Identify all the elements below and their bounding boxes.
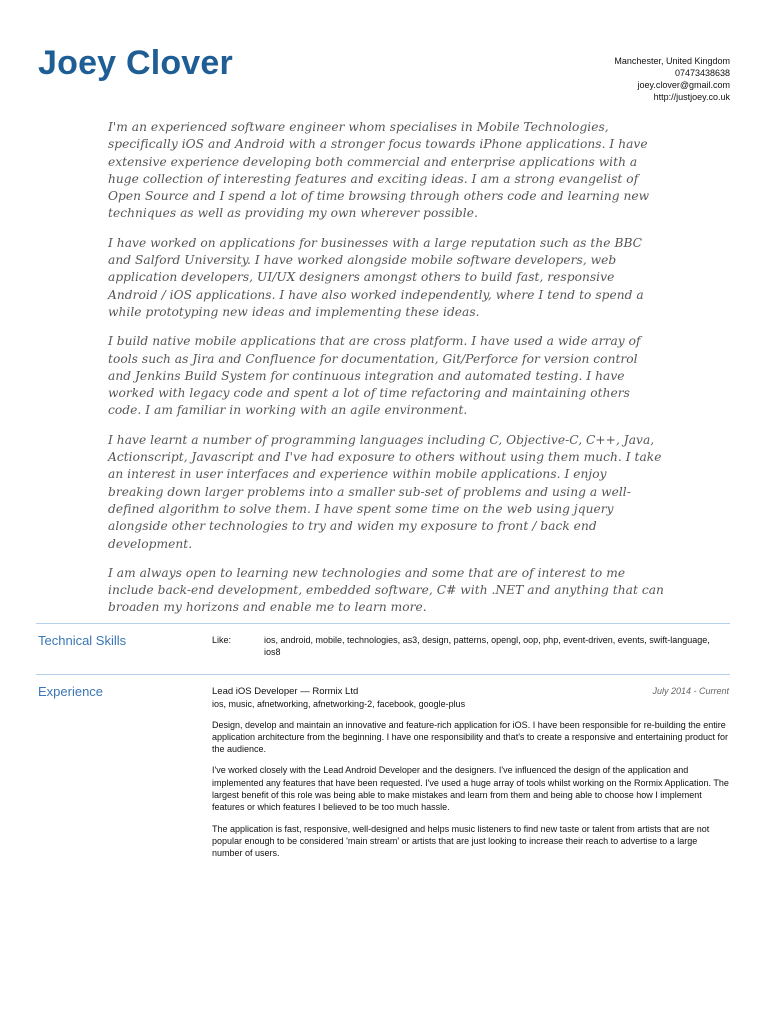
job-tags: ios, music, afnetworking, afnetworking-2, facebook, google-plus: [212, 699, 466, 710]
summary-section: [108, 119, 664, 629]
contact-block: [614, 55, 730, 103]
summary-paragraph: I have worked on applications for businesses with a large reputation such as the BBC and Salford University. I have worked alongside mobile software developers, web application developers, UI/UX designers amongst others to build fast, responsive Android / iOS applications. I have also worked independently, where I tend to spend a while prototyping new ideas and implementing these ideas.: [108, 235, 644, 319]
job-description-paragraph: The application is fast, responsive, well-designed and helps music listeners to find new taste or talent from artists that are not popular enough to be considered 'main stream' or artists that are just looking to increase their reach to advertise to a large number of users.: [212, 823, 710, 859]
summary-paragraph: I'm an experienced software engineer whom specialises in Mobile Technologies, specifically iOS and Android with a stronger focus towards iPhone applications. I have extensive experience developing both commercial and enterprise applications with a huge collection of interesting features and exciting ideas. I am a strong evangelist of Open Source and I spend a lot of time browsing through others code and learning new techniques as well as providing my own wherever possible.: [108, 120, 650, 221]
summary-paragraph: I build native mobile applications that are cross platform. I have used a wide array of tools such as Jira and Confluence for documentation, Git/Perforce for version control and Jenkins Build System for continuous integration and automated testing. I have worked with legacy code and spent a lot of time refactoring and maintaining others code. I am familiar in working with an agile environment.: [108, 334, 641, 418]
contact-email-link[interactable]: joey.clover@gmail.com: [637, 80, 730, 90]
experience-entry: [212, 685, 729, 869]
job-description-paragraph: I've worked closely with the Lead Android Developer and the designers. I've influenced the design of the application and implemented any features that have been requested. I've used a huge array of tools whilst working on the Rormix Application. The largest benefit of this role was being able to make mistakes and learn from them and being able to choose how I implement features or which features I believed to be too much hassle.: [212, 765, 729, 813]
job-description-paragraph: Design, develop and maintain an innovative and feature-rich application for iOS. I have been responsible for re-building the entire application architecture from the beginning. I have one responsibility and that's to create a responsive and entertaining product for the audience.: [212, 719, 729, 755]
summary-paragraph: I have learnt a number of programming languages including C, Objective-C, C++, Java, Actionscript, Javascript and I've had exposure to others without using them much. I take an interest in user interfaces and experience within mobile applications. I enjoy breaking down larger problems into a smaller sub-set of problems and using a well-defined algorithm to solve them. I have spent some time on the web using jquery alongside other technologies to try and widen my exposure to front / back end development.: [108, 432, 662, 551]
contact-phone: 07473438638: [674, 68, 730, 78]
technical-skills-row: [212, 634, 712, 658]
summary-paragraph: I am always open to learning new technologies and some that are of interest to me include back-end development, embedded software, C# with .NET and anything that can broaden my horizons and enable me to learn more.: [108, 565, 664, 615]
section-divider: [36, 623, 730, 624]
technical-skills-heading: Technical Skills: [38, 633, 127, 648]
section-divider: [36, 674, 730, 675]
job-date: July 2014 - Current: [652, 686, 729, 696]
skills-label: Like:: [212, 635, 232, 645]
contact-location: Manchester, United Kingdom: [614, 56, 730, 66]
experience-heading: Experience: [38, 684, 104, 699]
skills-list: ios, android, mobile, technologies, as3, design, patterns, opengl, oop, php, event-driven, events, swift-language, ios8: [264, 635, 710, 657]
candidate-name: Joey Clover: [38, 44, 233, 82]
contact-website-link[interactable]: http://justjoey.co.uk: [653, 92, 730, 102]
job-title: Lead iOS Developer — Rormix Ltd: [212, 686, 359, 697]
job-header: [212, 685, 729, 698]
